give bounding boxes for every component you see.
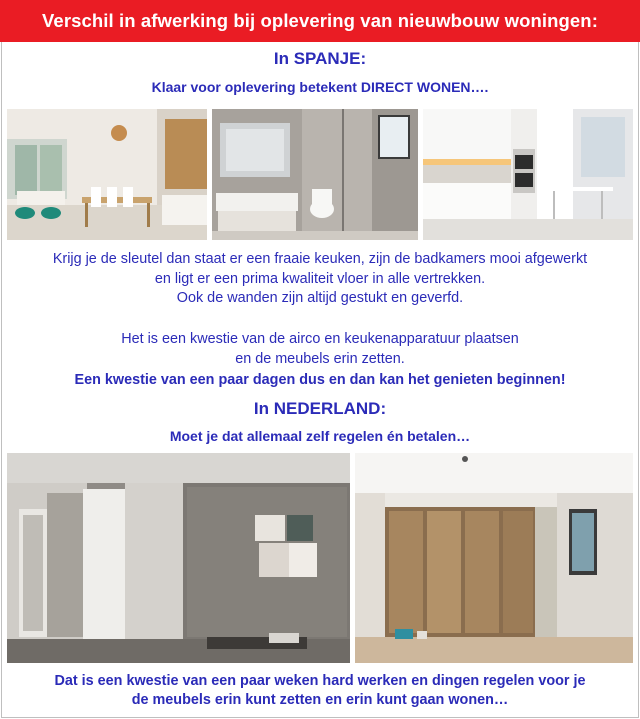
netherlands-heading-prefix: In <box>253 399 269 418</box>
netherlands-closing-line-2: de meubels erin kunt zetten en erin kunt gaan wonen… <box>131 692 509 708</box>
unfinished-kitchen-space-photo <box>355 453 633 663</box>
spain-paragraph-1-line-2: en ligt er een prima kwaliteit vloer in alle vertrekken. <box>154 270 486 287</box>
netherlands-closing-line-1: Dat is een kwestie van een paar weken hard werken en dingen regelen voor je <box>54 673 586 689</box>
netherlands-subheading: Moet je dat allemaal zelf regelen én betalen… <box>169 428 471 444</box>
spain-paragraph-2-line-2: en de meubels erin zetten. <box>235 350 405 367</box>
banner-title: Verschil in afwerking bij oplevering van nieuwbouw woningen: <box>42 10 598 31</box>
spain-paragraph-1 <box>0 250 640 309</box>
white-kitchen-photo <box>423 109 633 240</box>
spain-heading-prefix: In <box>273 49 289 68</box>
spain-heading <box>0 49 640 69</box>
spain-emphasis: Een kwestie van een paar dagen dus en dan kan het genieten beginnen! <box>74 372 566 388</box>
spain-subheading: Klaar voor oplevering betekent DIRECT WONEN…. <box>151 79 489 95</box>
bathroom-photo <box>212 109 418 240</box>
spain-paragraph-2 <box>0 330 640 369</box>
living-dining-room-photo <box>7 109 207 240</box>
netherlands-heading <box>0 399 640 419</box>
spain-heading-country: SPANJE: <box>293 49 367 68</box>
page-banner <box>0 0 640 42</box>
netherlands-heading-country: NEDERLAND: <box>273 399 387 418</box>
spain-paragraph-1-line-3: Ook de wanden zijn altijd gestukt en geverfd. <box>176 290 464 306</box>
spain-paragraph-1-line-1: Krijg je de sleutel dan staat er een fraaie keuken, zijn de badkamers mooi afgewerkt <box>52 251 588 267</box>
spain-paragraph-2-line-1: Het is een kwestie van de airco en keukenapparatuur plaatsen <box>121 331 519 347</box>
netherlands-closing <box>0 672 640 710</box>
unfinished-room-photo <box>7 453 350 663</box>
